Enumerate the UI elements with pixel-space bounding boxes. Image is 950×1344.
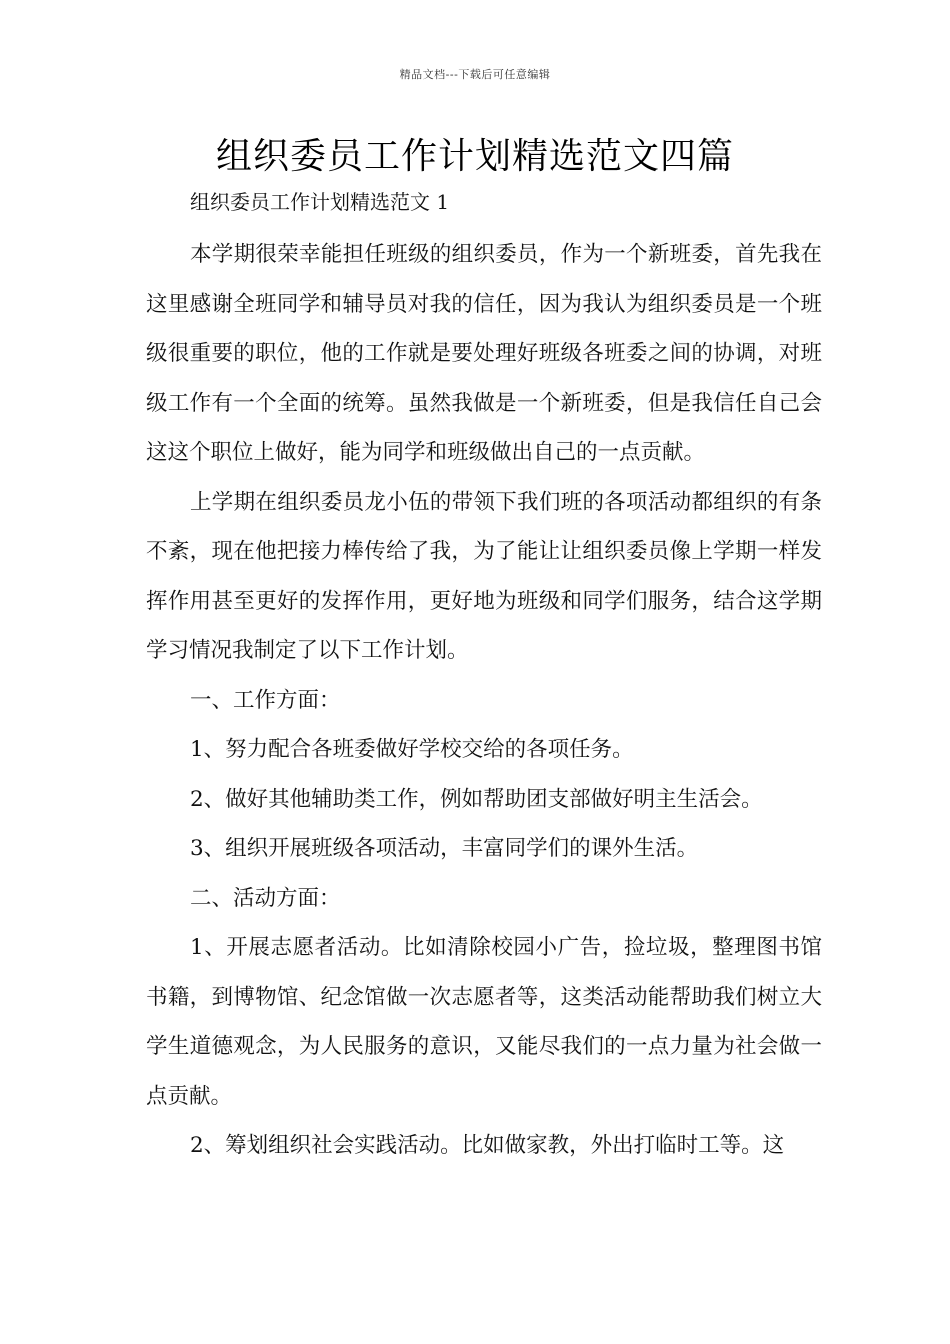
document-body (146, 230, 822, 1171)
section-heading-work: 一、工作方面： (190, 687, 341, 713)
list-item-work-2: 2、做好其他辅助类工作，例如帮助团支部做好明主生活会。 (190, 786, 763, 812)
document-subtitle: 组织委员工作计划精选范文 1 (190, 190, 450, 214)
list-item-activity-1: 1、开展志愿者活动。比如清除校园小广告，捡垃圾，整理图书馆书籍，到博物馆、纪念馆做一次志愿者等，这类活动能帮助我们树立大学生道德观念，为人民服务的意识，又能尽我们的一点力量为社会做一点贡献。 (146, 935, 822, 1109)
document-title: 组织委员工作计划精选范文四篇 (215, 136, 734, 177)
list-item-activity-2: 2、筹划组织社会实践活动。比如做家教，外出打临时工等。这 (190, 1133, 785, 1158)
list-item-work-3: 3、组织开展班级各项活动，丰富同学们的课外生活。 (190, 836, 699, 861)
section-heading-activity: 二、活动方面： (190, 885, 341, 911)
paragraph-intro: 本学期很荣幸能担任班级的组织委员，作为一个新班委，首先我在这里感谢全班同学和辅导员对我的信任，因为我认为组织委员是一个班级很重要的职位，他的工作就是要处理好班级各班委之间的协调，对班级工作有一个全面的统筹。虽然我做是一个新班委，但是我信任自己会这这个职位上做好，能为同学和班级做出自己的一点贡献。 (146, 242, 822, 465)
paragraph-plan: 上学期在组织委员龙小伍的带领下我们班的各项活动都组织的有条不紊，现在他把接力棒传给了我，为了能让让组织委员像上学期一样发挥作用甚至更好的发挥作用，更好地为班级和同学们服务，结合这学期学习情况我制定了以下工作计划。 (146, 489, 822, 663)
header-note: 精品文档---下载后可任意编辑 (399, 68, 551, 81)
list-item-work-1: 1、努力配合各班委做好学校交给的各项任务。 (190, 737, 634, 762)
